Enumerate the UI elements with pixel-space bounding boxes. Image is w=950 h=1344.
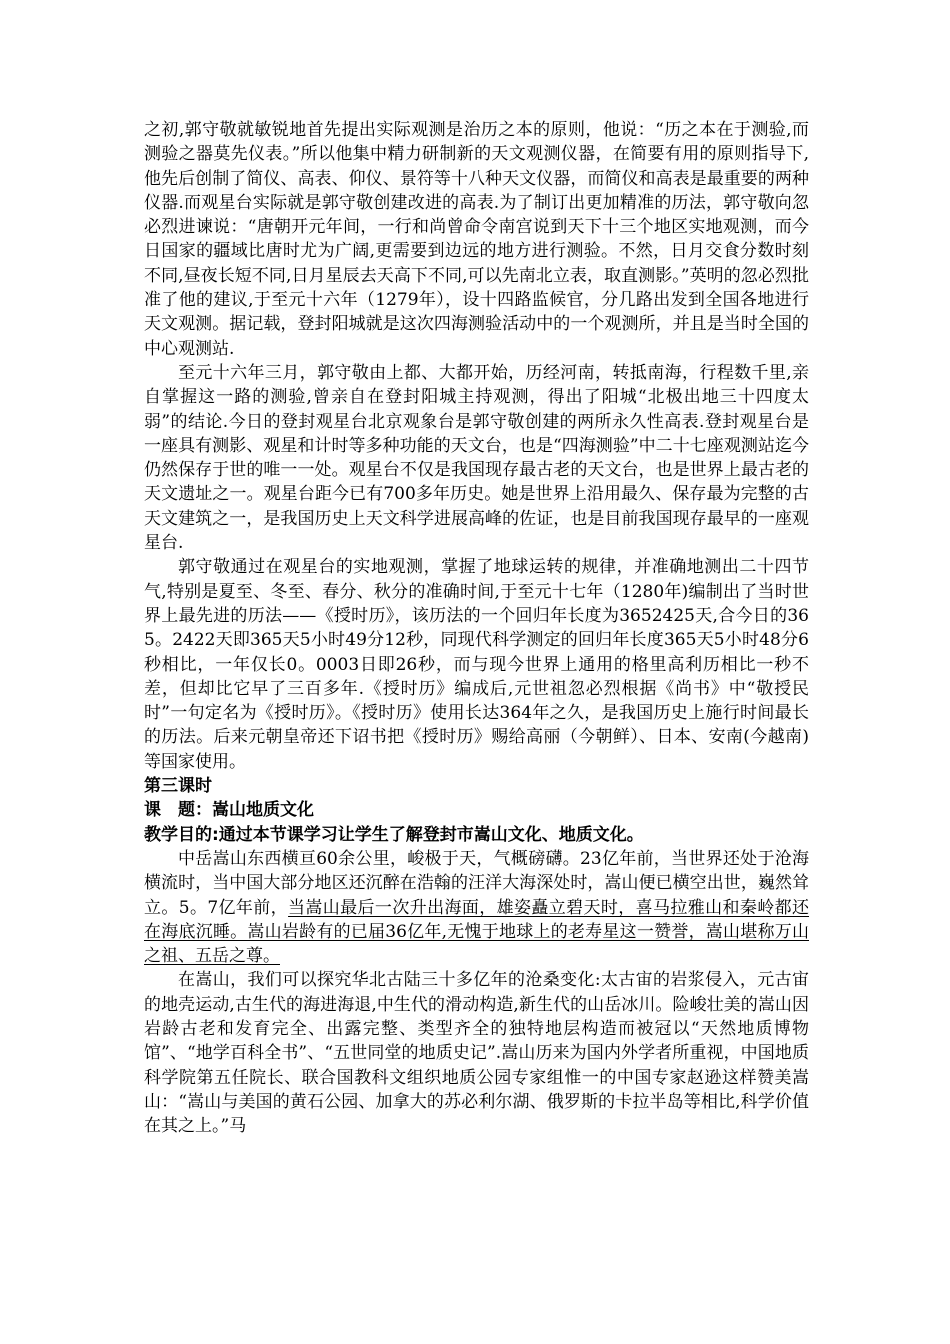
lesson-heading: 第三课时 [144,776,212,797]
topic-heading: 课 题：嵩山地质文化 [144,800,314,821]
paragraph-text: 中岳嵩山东西横亘60余公里，峻极于天，气概磅礴。23亿年前，当世界还处于沧海横流时，当中国大部分地区还沉醉在浩翰的汪洋大海深处时，嵩山便已横空出世，巍然耸立。5。7亿年前， [144,848,809,918]
underlined-text: 当嵩山最后一次升出海面，雄姿矗立碧天时，喜马拉雅山和秦岭都还在海底沉睡。嵩山岩龄有的已届36亿年,无愧于地球上的老寿星这一赞誉，嵩山堪称万山之祖、五岳之尊。 [144,897,810,967]
paragraph-songshan-geology [144,847,809,968]
paragraph-observatory-history: 至元十六年三月，郭守敬由上都、大都开始，历经河南，转抵南海，行程数千里,亲自掌握这一路的测验,曾亲自在登封阳城主持观测，得出了阳城“北极出地三十四度太弱”的结论.今日的登封观星台北京观象台是郭守敬创建的两所永久性高表.登封观星台是一座具有测影、观星和计时等多种功能的天文台，也是“四海测验”中二十七座观测站迄今仍然保存于世的唯一一处。观星台不仅是我国现存最古老的天文台，也是世界上最古老的天文遗址之一。观星台距今已有700多年历史。她是世界上沿用最久、保存最为完整的古天文建筑之一，是我国历史上天文科学进展高峰的佐证，也是目前我国现存最早的一座观星台. [144,362,809,554]
document-page [144,118,809,1138]
paragraph-shoushi-calendar: 郭守敬通过在观星台的实地观测，掌握了地球运转的规律，并准确地测出二十四节气,特别是夏至、冬至、春分、秋分的准确时间,于至元十七年（1280年)编制出了当时世界上最先进的历法——《授时历》，该历法的一个回归年长度为3652425天,合今日的365。2422天即365天5小时49分12秒，同现代科学测定的回归年长度365天5小时48分6秒相比，一年仅长0。0003日即26秒，而与现今世界上通用的格里高利历相比一秒不差，但却比它早了三百多年.《授时历》编成后,元世祖忽必烈根据《尚书》中“敬授民时”一句定名为《授时历》。《授时历》使用长达364年之久，是我国历史上施行时间最长的历法。后来元朝皇帝还下诏书把《授时历》赐给高丽（今朝鲜）、日本、安南(今越南)等国家使用。 [144,557,809,772]
paragraph-guo-shoujing-instruments: 之初,郭守敬就敏锐地首先提出实际观测是治历之本的原则，他说：“历之本在于测验,而测验之器莫先仪表。”所以他集中精力研制新的天文观测仪器，在简要有用的原则指导下,他先后创制了简仪、高表、仰仪、景符等十八种天文仪器，而简仪和高表是最重要的两种仪器.而观星台实际就是郭守敬创建改进的高表.为了制订出更加精准的历法，郭守敬向忽必烈进谏说：“唐朝开元年间，一行和尚曾命令南宫说到天下十三个地区实地观测，而今日国家的疆域比唐时尤为广阔,更需要到边远的地方进行测验。不然，日月交食分数时刻不同,昼夜长短不同,日月星辰去天高下不同,可以先南北立表，取直测影。”英明的忽必烈批准了他的建议,于至元十六年（1279年），设十四路监候官，分几路出发到全国各地进行天文观测。据记载，登封阳城就是这次四海测验活动中的一个观测所，并且是当时全国的中心观测站. [144,120,809,359]
goal-heading: 教学目的:通过本节课学习让学生了解登封市嵩山文化、地质文化。 [144,824,644,845]
paragraph-songshan-museum: 在嵩山，我们可以探究华北古陆三十多亿年的沧桑变化:太古宙的岩浆侵入，元古宙的地壳运动,古生代的海进海退,中生代的滑动构造,新生代的山岳冰川。险峻壮美的嵩山因岩龄古老和发育完全、出露完整、类型齐全的独特地层构造而被冠以“天然地质博物馆”、“地学百科全书”、“五世同堂的地质史记”.嵩山历来为国内外学者所重视，中国地质科学院第五任院长、联合国教科文组织地质公园专家组惟一的中国专家赵逊这样赞美嵩山：“嵩山与美国的黄石公园、加拿大的苏必利尔湖、俄罗斯的卡拉半岛等相比,科学价值在其之上。”马 [144,970,809,1137]
